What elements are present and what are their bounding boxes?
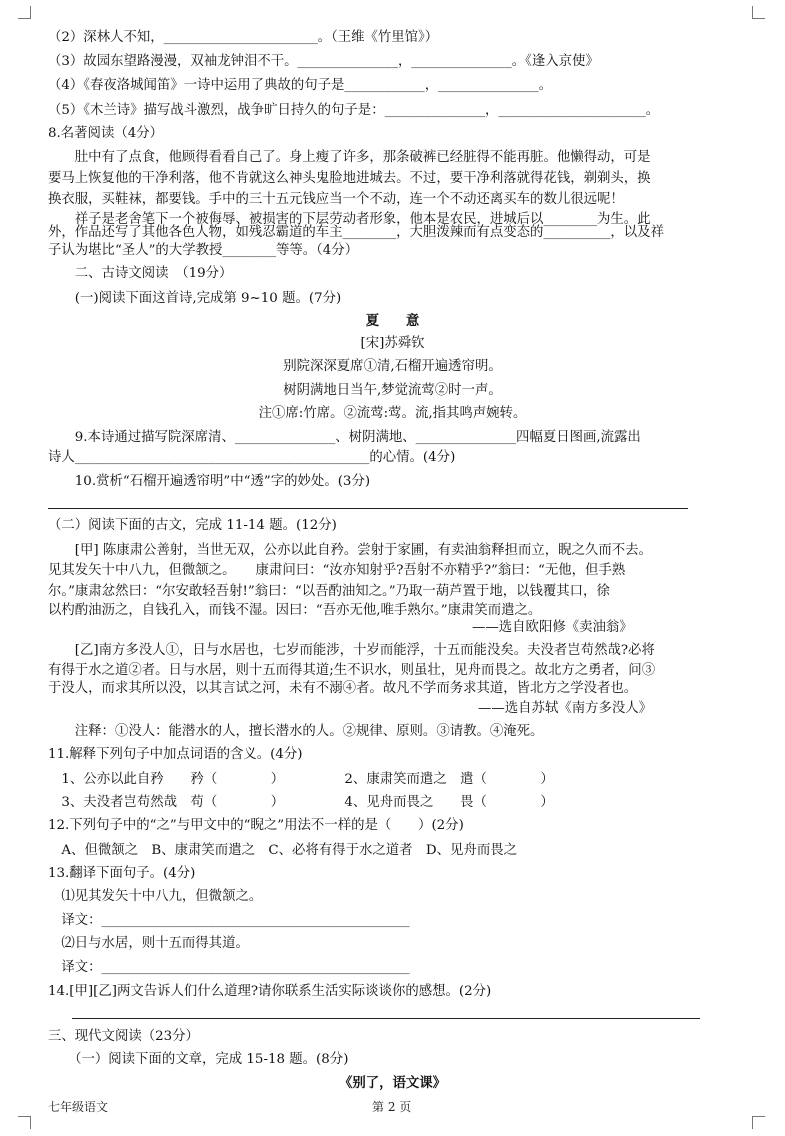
q14-answer-line xyxy=(72,1018,700,1019)
q11-items-row-1: 1、公亦以此自矜 矜（ ） 2、康肃笑而遣之 遣（ ） xyxy=(48,772,554,787)
q11-heading: 11.解释下列句子中加点词语的含义。(4分) xyxy=(48,747,303,762)
q8-passage-line-1: 肚中有了点食，他顾得看看自己了。身上瘦了许多，那条破裤已经脏得不能再脏。他懒得动，可是 xyxy=(48,150,651,165)
q7-item-2: （2）深林人不知，_______________________。（王维《竹里馆》） xyxy=(48,30,439,45)
crop-mark-bottom-right xyxy=(752,1116,765,1129)
passage-jia-line-1: [甲] 陈康肃公善射，当世无双，公亦以此自矜。尝射于家圃，有卖油翁释担而立，睨之久而不去。 xyxy=(48,543,652,558)
q8-passage-line-2: 要马上恢复他的干净利落，他不肯就这么神头鬼脸地进城去。不过，要干净利落就得花钱，剃剃头，换 xyxy=(48,171,651,186)
modern-reading-instruction: （一）阅读下面的文章，完成 15-18 题。(8分) xyxy=(48,1052,349,1067)
classical-instruction: （二）阅读下面的古文，完成 11-14 题。(12分) xyxy=(48,518,337,533)
footer-subject: 七年级语文 xyxy=(48,1100,109,1114)
passage-yi-line-3: 于没人，而求其所以没，以其言试之河，未有不溺④者。故凡不学而务求其道，皆北方之学没者也。 xyxy=(48,681,638,696)
q13-translation-1: 译文：______________________________________________ xyxy=(48,913,410,928)
q7-item-5: （5）《木兰诗》描写战斗激烈，战争旷日持久的句子是：_______________，______________________。 xyxy=(48,103,660,118)
crop-mark-top-left xyxy=(18,6,31,19)
q8-question-line-3: 子认为堪比“圣人”的大学教授________等等。（4分） xyxy=(48,243,359,258)
crop-mark-bottom-left xyxy=(18,1116,31,1129)
poem-note: 注①席:竹席。②流莺:莺。流,指其鸣声婉转。 xyxy=(258,406,527,421)
q8-question-line-1: 祥子是老舍笔下一个被侮辱、被损害的下层劳动者形象，他本是农民，进城后以________为生。此 xyxy=(48,212,651,227)
poem-title: 夏 意 xyxy=(365,313,420,329)
passage-jia-line-4: 以杓酌油沥之，自钱孔入，而钱不湿。因曰：“吾亦无他,唯手熟尔。”康肃笑而遣之。 xyxy=(48,603,542,618)
q13-translation-2: 译文：______________________________________________ xyxy=(48,960,410,975)
q8-question-line-2: 外，作品还写了其他各色人物，如残忍霸道的车主________，大胆泼辣而有点变态的__________，以及祥 xyxy=(48,225,664,240)
q10-answer-line xyxy=(48,508,688,509)
q10: 10.赏析“石榴开遍透帘明”中“透”字的妙处。(3分) xyxy=(48,474,371,489)
passage-yi-notes: 注释：①没人：能潜水的人，擅长潜水的人。②规律、原则。③请教。④淹死。 xyxy=(48,724,544,739)
q12-heading: 12.下列句子中的“之”与甲文中的“睨之”用法不一样的是（ ）(2分) xyxy=(48,818,464,833)
q8-passage-line-3: 换衣服，买鞋袜，都要钱。手中的三十五元钱应当一个不动，连一个不动还离买车的数儿很远呢！ xyxy=(48,192,624,207)
passage-yi-line-2: 有得于水之道②者。日与水居，则十五而得其道;生不识水，则虽壮，见舟而畏之。故北方之勇者，问③ xyxy=(48,663,656,678)
poem-instruction: (一)阅读下面这首诗,完成第 9~10 题。(7分) xyxy=(48,291,342,306)
q13-heading: 13.翻译下面句子。(4分) xyxy=(48,866,196,881)
passage-jia-source: ——选自欧阳修《卖油翁》 xyxy=(472,620,633,635)
q14: 14.[甲][乙]两文告诉人们什么道理?请你联系生活实际谈谈你的感想。(2分) xyxy=(48,984,492,999)
passage-yi-source: ——选自苏轼《南方多没人》 xyxy=(478,701,653,716)
poem-line-1: 别院深深夏席①清,石榴开遍透帘明。 xyxy=(283,359,502,374)
q13-sentence-2: ⑵日与水居，则十五而得其道。 xyxy=(48,936,249,951)
poem-line-2: 树阴满地日当午,梦觉流莺②时一声。 xyxy=(283,383,502,398)
section-3-heading: 三、现代文阅读（23分） xyxy=(48,1029,199,1044)
q11-items-row-2: 3、夫没者岂苟然哉 苟（ ） 4、见舟而畏之 畏（ ） xyxy=(48,795,554,810)
passage-jia-line-2: 见其发矢十中八九，但微颔之。 康肃问曰：“汝亦知射乎?吾射不亦精乎?”翁曰：“无他，但手熟 xyxy=(48,563,626,578)
q9-line-2: 诗人____________________________________________的心情。(4分) xyxy=(48,450,456,465)
q7-item-4: （4）《春夜洛城闻笛》一诗中运用了典故的句子是____________，_______________。 xyxy=(48,78,552,93)
section-2-heading: 二、古诗文阅读 （19分） xyxy=(48,266,233,281)
passage-jia-line-3: 尔。”康肃忿然曰：“尔安敢轻吾射!”翁曰：“以吾酌油知之。”乃取一葫芦置于地，以钱覆其口，徐 xyxy=(48,584,610,599)
footer-page-number: 第 2 页 xyxy=(372,1100,412,1114)
q13-sentence-1: ⑴见其发矢十中八九，但微颔之。 xyxy=(48,889,263,904)
poem-author: [宋]苏舜钦 xyxy=(360,336,425,351)
crop-mark-top-right xyxy=(752,6,765,19)
article-title: 《别了，语文课》 xyxy=(338,1075,447,1091)
passage-yi-line-1: [乙]南方多没人①，日与水居也，七岁而能涉，十岁而能浮，十五而能没矣。夫没者岂苟然哉?必将 xyxy=(48,643,655,658)
q9-line-1: 9.本诗通过描写院深席清、_______________、树阴满地、_______________四幅夏日图画,流露出 xyxy=(48,430,641,445)
q7-item-3: （3）故园东望路漫漫，双袖龙钟泪不干。_______________，_______________。《逢入京使》 xyxy=(48,54,599,69)
q8-heading: 8.名著阅读（4分） xyxy=(48,126,164,141)
q12-options: A、但微颔之 B、康肃笑而遣之 C、必将有得于水之道者 D、见舟而畏之 xyxy=(48,843,517,858)
